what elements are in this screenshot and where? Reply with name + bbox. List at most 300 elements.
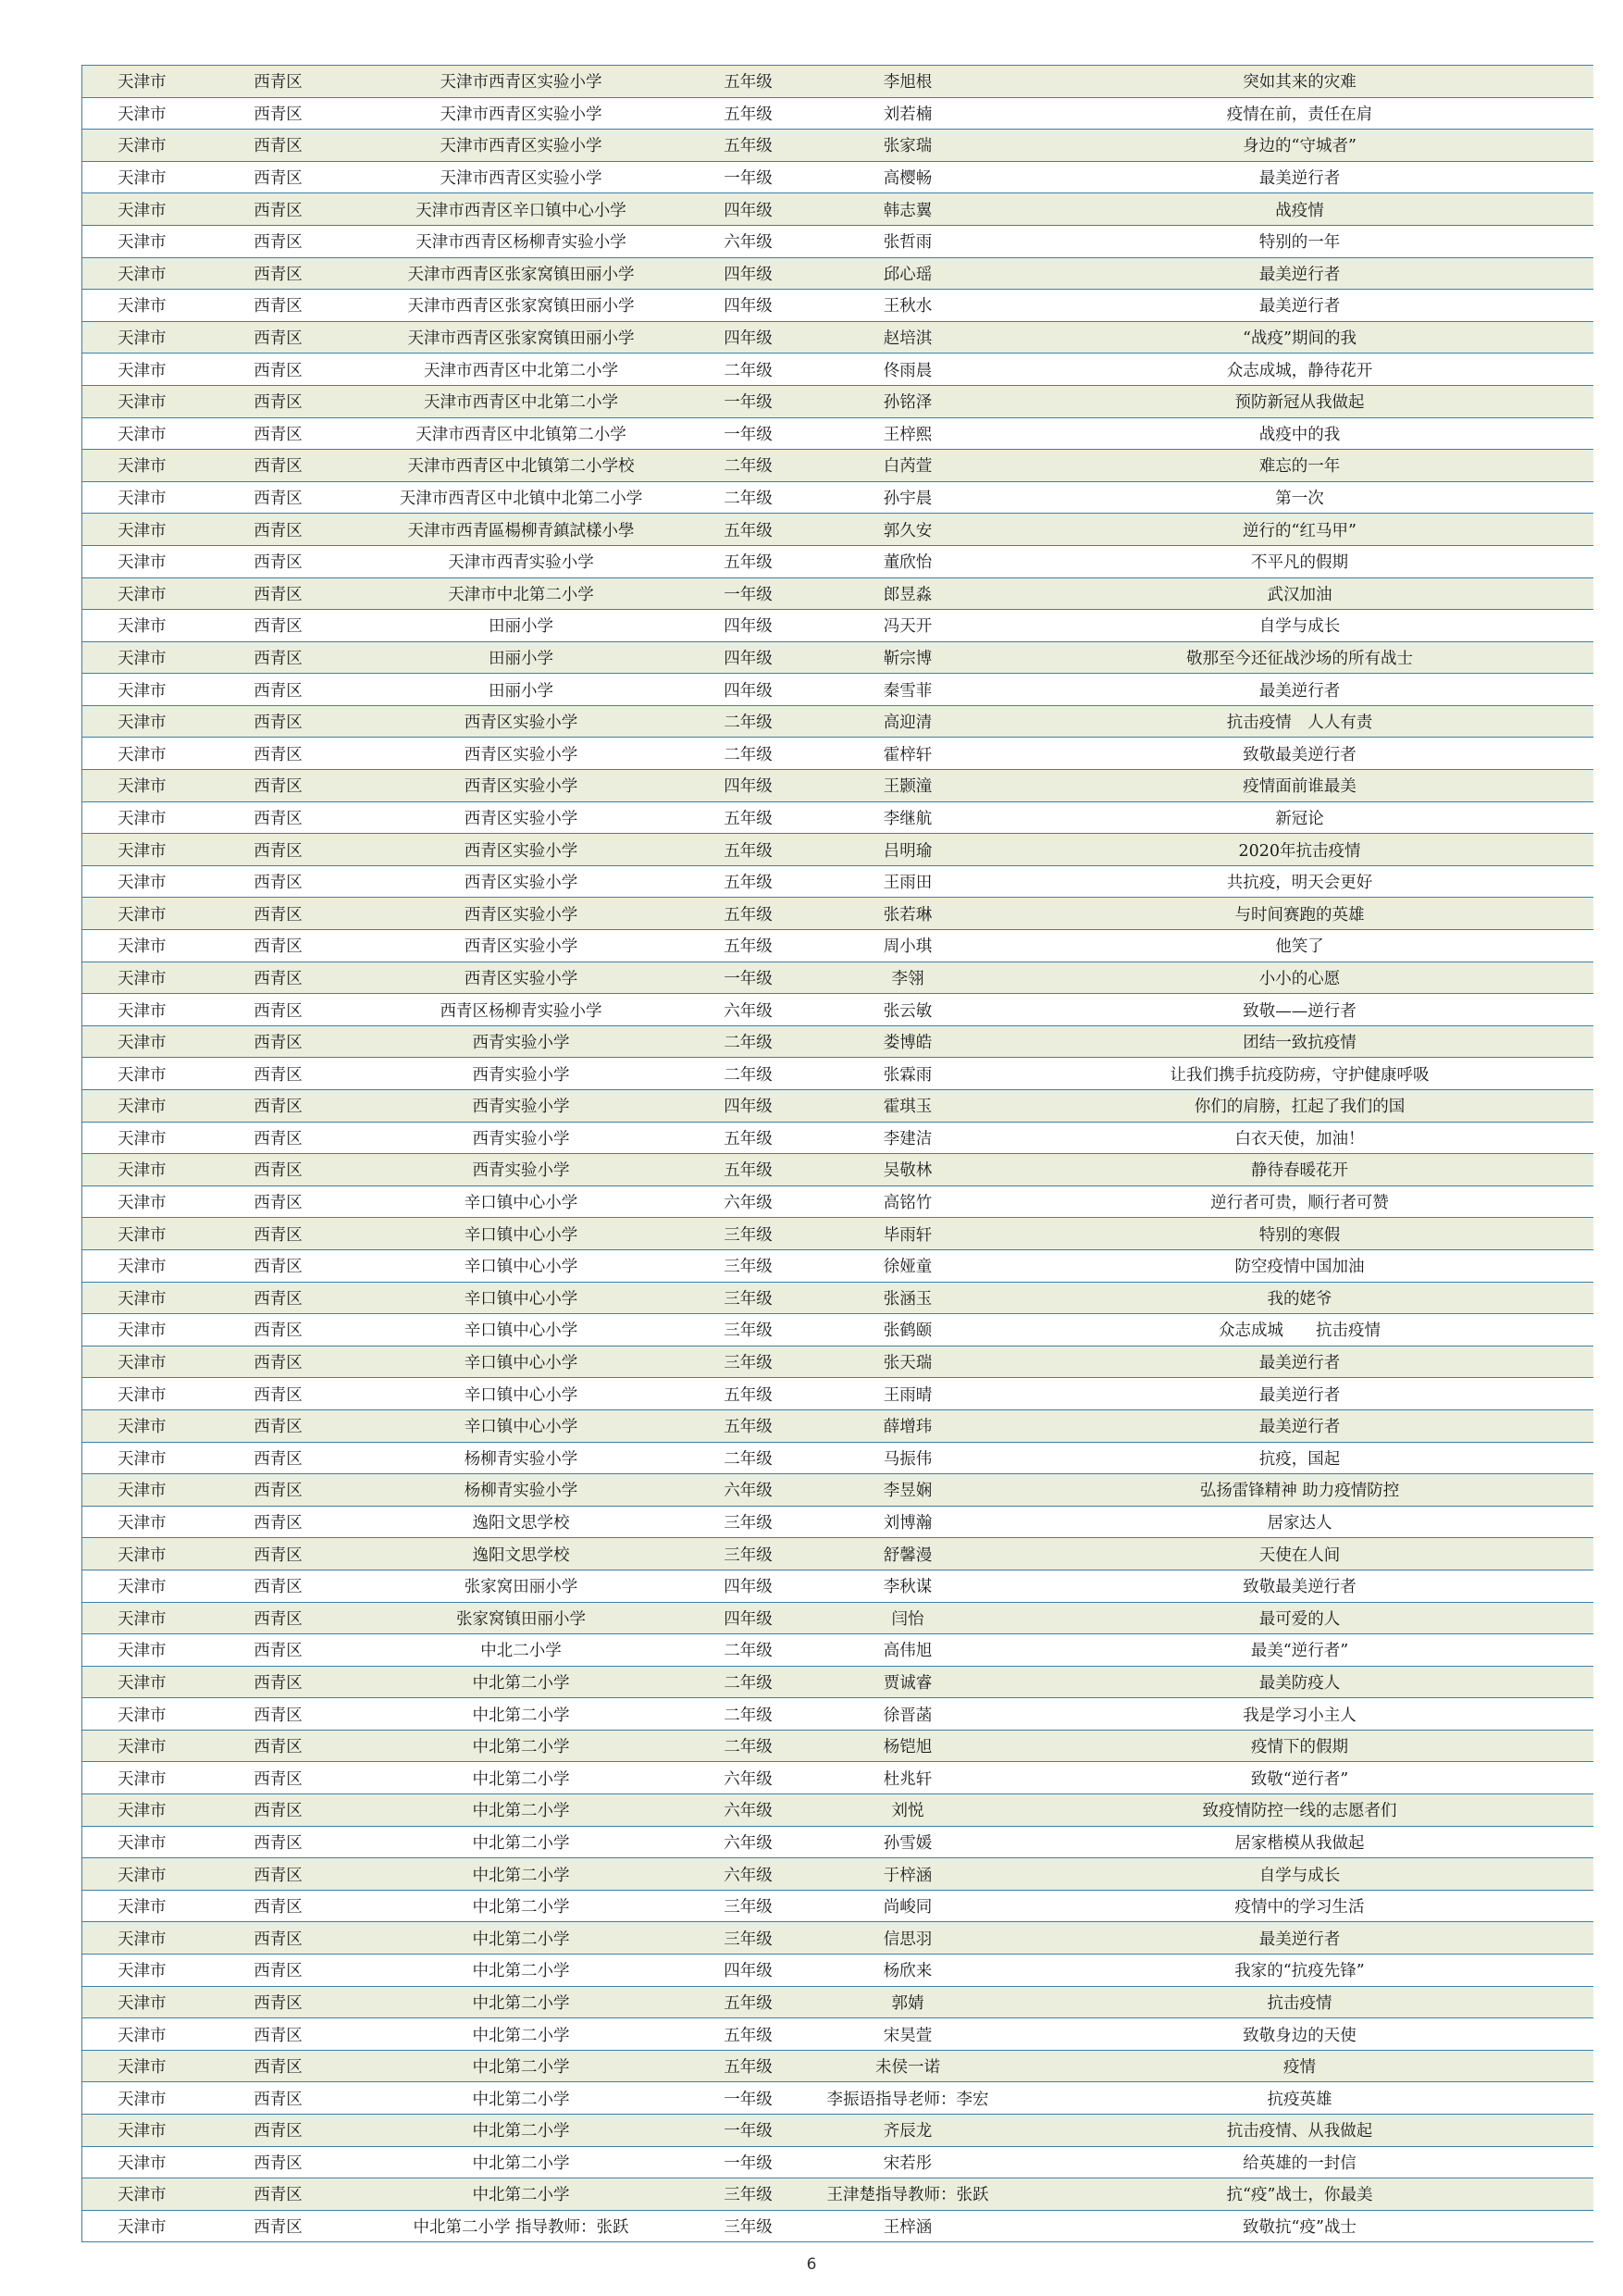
student-name-cell: 董欣怡 — [810, 545, 1007, 577]
essay-title-cell: 最美逆行者 — [1007, 257, 1593, 290]
essay-title-cell: 疫情面前谁最美 — [1007, 770, 1593, 802]
page-number: 6 — [806, 2255, 817, 2274]
district-cell: 西青区 — [202, 450, 355, 482]
grade-cell: 一年级 — [688, 417, 810, 450]
essay-title-cell: 致敬——逆行者 — [1007, 994, 1593, 1026]
school-cell: 辛口镇中心小学 — [355, 1282, 688, 1314]
district-cell: 西青区 — [202, 674, 355, 706]
district-cell: 西青区 — [202, 1378, 355, 1410]
district-cell: 西青区 — [202, 481, 355, 514]
city-cell: 天津市 — [82, 1314, 202, 1347]
grade-cell: 四年级 — [688, 1602, 810, 1634]
grade-cell: 四年级 — [688, 641, 810, 674]
school-cell: 西青区实验小学 — [355, 865, 688, 898]
student-name-cell: 李翎 — [810, 962, 1007, 994]
city-cell: 天津市 — [82, 417, 202, 450]
student-name-cell: 孙铭泽 — [810, 385, 1007, 417]
district-cell: 西青区 — [202, 738, 355, 770]
student-name-cell: 孙宇晨 — [810, 481, 1007, 514]
district-cell: 西青区 — [202, 1666, 355, 1698]
district-cell: 西青区 — [202, 1090, 355, 1123]
essay-title-cell: 最美逆行者 — [1007, 1346, 1593, 1378]
grade-cell: 一年级 — [688, 962, 810, 994]
district-cell: 西青区 — [202, 225, 355, 257]
city-cell: 天津市 — [82, 1409, 202, 1442]
essay-title-cell: 武汉加油 — [1007, 577, 1593, 610]
student-name-cell: 张家瑞 — [810, 130, 1007, 162]
essay-title-cell: 不平凡的假期 — [1007, 545, 1593, 577]
table-row — [82, 481, 1593, 514]
grade-cell: 五年级 — [688, 834, 810, 866]
school-cell: 西青区杨柳青实验小学 — [355, 994, 688, 1026]
school-cell: 中北第二小学 — [355, 2082, 688, 2115]
essay-title-cell: 与时间赛跑的英雄 — [1007, 898, 1593, 930]
district-cell: 西青区 — [202, 2050, 355, 2082]
district-cell: 西青区 — [202, 770, 355, 802]
school-cell: 西青实验小学 — [355, 1122, 688, 1154]
school-cell: 辛口镇中心小学 — [355, 1409, 688, 1442]
essay-title-cell: 团结一致抗疫情 — [1007, 1025, 1593, 1058]
school-cell: 中北第二小学 — [355, 1986, 688, 2018]
grade-cell: 二年级 — [688, 1698, 810, 1731]
table-row — [82, 962, 1593, 994]
student-name-cell: 刘若楠 — [810, 97, 1007, 130]
school-cell: 中北第二小学 — [355, 2115, 688, 2147]
school-cell: 天津市西青区张家窝镇田丽小学 — [355, 321, 688, 354]
student-name-cell: 李振语指导老师：李宏 — [810, 2082, 1007, 2115]
district-cell: 西青区 — [202, 2210, 355, 2242]
grade-cell: 四年级 — [688, 674, 810, 706]
student-name-cell: 张霖雨 — [810, 1058, 1007, 1090]
table-row — [82, 834, 1593, 866]
district-cell: 西青区 — [202, 1346, 355, 1378]
table-row — [82, 161, 1593, 193]
school-cell: 辛口镇中心小学 — [355, 1314, 688, 1347]
table-row — [82, 610, 1593, 642]
school-cell: 西青区实验小学 — [355, 962, 688, 994]
district-cell: 西青区 — [202, 1538, 355, 1570]
school-cell: 中北第二小学 — [355, 1955, 688, 1987]
school-cell: 西青区实验小学 — [355, 770, 688, 802]
city-cell: 天津市 — [82, 801, 202, 834]
student-name-cell: 王雨田 — [810, 865, 1007, 898]
district-cell: 西青区 — [202, 1794, 355, 1827]
district-cell: 西青区 — [202, 1922, 355, 1955]
table-row — [82, 130, 1593, 162]
district-cell: 西青区 — [202, 1634, 355, 1667]
city-cell: 天津市 — [82, 1858, 202, 1891]
city-cell: 天津市 — [82, 2115, 202, 2147]
district-cell: 西青区 — [202, 161, 355, 193]
city-cell: 天津市 — [82, 1538, 202, 1570]
table-row — [82, 193, 1593, 226]
school-cell: 天津市西青区杨柳青实验小学 — [355, 225, 688, 257]
student-name-cell: 王雨晴 — [810, 1378, 1007, 1410]
essay-title-cell: 我是学习小主人 — [1007, 1698, 1593, 1731]
essay-title-cell: 最可爱的人 — [1007, 1602, 1593, 1634]
district-cell: 西青区 — [202, 2082, 355, 2115]
essay-title-cell: 天使在人间 — [1007, 1538, 1593, 1570]
district-cell: 西青区 — [202, 257, 355, 290]
essay-title-cell: 小小的心愿 — [1007, 962, 1593, 994]
city-cell: 天津市 — [82, 2210, 202, 2242]
essay-title-cell: 抗疫，国起 — [1007, 1442, 1593, 1474]
school-cell: 中北第二小学 — [355, 1794, 688, 1827]
school-cell: 西青区实验小学 — [355, 705, 688, 738]
city-cell: 天津市 — [82, 1666, 202, 1698]
student-name-cell: 张若琳 — [810, 898, 1007, 930]
table-row — [82, 1858, 1593, 1891]
district-cell: 西青区 — [202, 1154, 355, 1186]
grade-cell: 二年级 — [688, 1442, 810, 1474]
essay-title-cell: 他笑了 — [1007, 930, 1593, 962]
table-row — [82, 1058, 1593, 1090]
school-cell: 张家窝田丽小学 — [355, 1570, 688, 1602]
city-cell: 天津市 — [82, 705, 202, 738]
city-cell: 天津市 — [82, 225, 202, 257]
city-cell: 天津市 — [82, 161, 202, 193]
student-name-cell: 徐晋菡 — [810, 1698, 1007, 1731]
student-name-cell: 霍梓轩 — [810, 738, 1007, 770]
grade-cell: 四年级 — [688, 1955, 810, 1987]
school-cell: 天津市西青区张家窝镇田丽小学 — [355, 257, 688, 290]
table-row — [82, 2178, 1593, 2211]
student-name-cell: 李秋谋 — [810, 1570, 1007, 1602]
essay-title-cell: 给英雄的一封信 — [1007, 2146, 1593, 2178]
district-cell: 西青区 — [202, 2115, 355, 2147]
table-row — [82, 2018, 1593, 2051]
city-cell: 天津市 — [82, 1249, 202, 1282]
school-cell: 逸阳文思学校 — [355, 1506, 688, 1538]
student-name-cell: 高铭竹 — [810, 1185, 1007, 1218]
district-cell: 西青区 — [202, 930, 355, 962]
school-cell: 中北第二小学 — [355, 1826, 688, 1858]
grade-cell: 四年级 — [688, 1090, 810, 1123]
school-cell: 中北第二小学 — [355, 1762, 688, 1794]
district-cell: 西青区 — [202, 834, 355, 866]
student-name-cell: 毕雨轩 — [810, 1218, 1007, 1250]
school-cell: 天津市西青实验小学 — [355, 545, 688, 577]
district-cell: 西青区 — [202, 514, 355, 546]
grade-cell: 三年级 — [688, 1218, 810, 1250]
school-cell: 西青实验小学 — [355, 1154, 688, 1186]
student-name-cell: 吕明瑜 — [810, 834, 1007, 866]
city-cell: 天津市 — [82, 1378, 202, 1410]
table-row — [82, 2050, 1593, 2082]
student-name-cell: 杨欣来 — [810, 1955, 1007, 1987]
city-cell: 天津市 — [82, 1154, 202, 1186]
district-cell: 西青区 — [202, 1826, 355, 1858]
table-row — [82, 225, 1593, 257]
city-cell: 天津市 — [82, 1602, 202, 1634]
table-row — [82, 1570, 1593, 1602]
essay-title-cell: 敬那至今还征战沙场的所有战士 — [1007, 641, 1593, 674]
grade-cell: 六年级 — [688, 1185, 810, 1218]
school-cell: 中北第二小学 — [355, 1730, 688, 1762]
grade-cell: 五年级 — [688, 545, 810, 577]
essay-title-cell: 共抗疫，明天会更好 — [1007, 865, 1593, 898]
student-name-cell: 张鹤颐 — [810, 1314, 1007, 1347]
district-cell: 西青区 — [202, 290, 355, 322]
school-cell: 中北第二小学 — [355, 1890, 688, 1922]
student-name-cell: 赵培淇 — [810, 321, 1007, 354]
city-cell: 天津市 — [82, 354, 202, 386]
city-cell: 天津市 — [82, 2018, 202, 2051]
district-cell: 西青区 — [202, 865, 355, 898]
grade-cell: 四年级 — [688, 1570, 810, 1602]
grade-cell: 四年级 — [688, 193, 810, 226]
essay-title-cell: 最美逆行者 — [1007, 161, 1593, 193]
student-name-cell: 刘博瀚 — [810, 1506, 1007, 1538]
grade-cell: 三年级 — [688, 1506, 810, 1538]
district-cell: 西青区 — [202, 1762, 355, 1794]
table-row — [82, 545, 1593, 577]
district-cell: 西青区 — [202, 417, 355, 450]
school-cell: 西青区实验小学 — [355, 898, 688, 930]
district-cell: 西青区 — [202, 1249, 355, 1282]
district-cell: 西青区 — [202, 1314, 355, 1347]
table-row — [82, 257, 1593, 290]
district-cell: 西青区 — [202, 577, 355, 610]
table-row — [82, 1666, 1593, 1698]
district-cell: 西青区 — [202, 545, 355, 577]
student-name-cell: 王梓涵 — [810, 2210, 1007, 2242]
essay-title-cell: 我家的“抗疫先锋” — [1007, 1955, 1593, 1987]
city-cell: 天津市 — [82, 97, 202, 130]
student-name-cell: 闫怡 — [810, 1602, 1007, 1634]
table-row — [82, 1442, 1593, 1474]
student-name-cell: 秦雪菲 — [810, 674, 1007, 706]
grade-cell: 三年级 — [688, 2178, 810, 2211]
grade-cell: 二年级 — [688, 481, 810, 514]
essay-title-cell: 逆行的“红马甲” — [1007, 514, 1593, 546]
school-cell: 田丽小学 — [355, 674, 688, 706]
student-name-cell: 冯天开 — [810, 610, 1007, 642]
school-cell: 中北第二小学 — [355, 1666, 688, 1698]
table-row — [82, 801, 1593, 834]
essay-title-cell: 抗“疫”战士，你最美 — [1007, 2178, 1593, 2211]
city-cell: 天津市 — [82, 1442, 202, 1474]
table-row — [82, 1506, 1593, 1538]
district-cell: 西青区 — [202, 1570, 355, 1602]
city-cell: 天津市 — [82, 577, 202, 610]
student-name-cell: 韩志翼 — [810, 193, 1007, 226]
student-name-cell: 张涵玉 — [810, 1282, 1007, 1314]
city-cell: 天津市 — [82, 66, 202, 98]
table-row — [82, 930, 1593, 962]
city-cell: 天津市 — [82, 1794, 202, 1827]
student-name-cell: 刘悦 — [810, 1794, 1007, 1827]
school-cell: 天津市西青区张家窝镇田丽小学 — [355, 290, 688, 322]
table-row — [82, 577, 1593, 610]
table-row — [82, 2115, 1593, 2147]
table-row — [82, 417, 1593, 450]
essay-title-cell: 难忘的一年 — [1007, 450, 1593, 482]
student-name-cell: 郭婧 — [810, 1986, 1007, 2018]
grade-cell: 五年级 — [688, 2050, 810, 2082]
grade-cell: 一年级 — [688, 2146, 810, 2178]
city-cell: 天津市 — [82, 2082, 202, 2115]
district-cell: 西青区 — [202, 1282, 355, 1314]
table-row — [82, 641, 1593, 674]
table-row — [82, 1538, 1593, 1570]
table-row — [82, 1698, 1593, 1731]
student-name-cell: 李建洁 — [810, 1122, 1007, 1154]
school-cell: 西青区实验小学 — [355, 801, 688, 834]
city-cell: 天津市 — [82, 994, 202, 1026]
student-name-cell: 娄博皓 — [810, 1025, 1007, 1058]
grade-cell: 二年级 — [688, 1025, 810, 1058]
table-row — [82, 898, 1593, 930]
table-row — [82, 1409, 1593, 1442]
essay-title-cell: 众志成城 抗击疫情 — [1007, 1314, 1593, 1347]
school-cell: 天津市西青區楊柳青鎮試樣小學 — [355, 514, 688, 546]
school-cell: 天津市西青区实验小学 — [355, 97, 688, 130]
student-name-cell: 高樱畅 — [810, 161, 1007, 193]
district-cell: 西青区 — [202, 1218, 355, 1250]
grade-cell: 六年级 — [688, 225, 810, 257]
grade-cell: 三年级 — [688, 1249, 810, 1282]
school-cell: 西青实验小学 — [355, 1058, 688, 1090]
district-cell: 西青区 — [202, 1986, 355, 2018]
table-row — [82, 994, 1593, 1026]
essay-title-cell: 第一次 — [1007, 481, 1593, 514]
table-row — [82, 1794, 1593, 1827]
city-cell: 天津市 — [82, 1506, 202, 1538]
essay-title-cell: 致敬抗“疫”战士 — [1007, 2210, 1593, 2242]
essay-title-cell: 自学与成长 — [1007, 610, 1593, 642]
grade-cell: 一年级 — [688, 577, 810, 610]
table-row — [82, 354, 1593, 386]
table-row — [82, 1602, 1593, 1634]
school-cell: 田丽小学 — [355, 641, 688, 674]
city-cell: 天津市 — [82, 674, 202, 706]
essay-title-cell: 疫情中的学习生活 — [1007, 1890, 1593, 1922]
essay-title-cell: 致敬最美逆行者 — [1007, 1570, 1593, 1602]
district-cell: 西青区 — [202, 2146, 355, 2178]
district-cell: 西青区 — [202, 385, 355, 417]
school-cell: 辛口镇中心小学 — [355, 1346, 688, 1378]
student-name-cell: 李旭根 — [810, 66, 1007, 98]
grade-cell: 一年级 — [688, 161, 810, 193]
student-name-cell: 白芮萱 — [810, 450, 1007, 482]
district-cell: 西青区 — [202, 1025, 355, 1058]
district-cell: 西青区 — [202, 66, 355, 98]
table-row — [82, 1922, 1593, 1955]
table-row — [82, 290, 1593, 322]
grade-cell: 五年级 — [688, 1986, 810, 2018]
student-name-cell: 贾诚睿 — [810, 1666, 1007, 1698]
grade-cell: 三年级 — [688, 1346, 810, 1378]
table-row — [82, 865, 1593, 898]
school-cell: 辛口镇中心小学 — [355, 1378, 688, 1410]
grade-cell: 六年级 — [688, 1858, 810, 1891]
school-cell: 中北第二小学 — [355, 2178, 688, 2211]
district-cell: 西青区 — [202, 2178, 355, 2211]
school-cell: 中北第二小学 — [355, 2146, 688, 2178]
city-cell: 天津市 — [82, 545, 202, 577]
essay-title-cell: 众志成城，静待花开 — [1007, 354, 1593, 386]
grade-cell: 一年级 — [688, 2115, 810, 2147]
grade-cell: 四年级 — [688, 610, 810, 642]
essay-title-cell: 我的姥爷 — [1007, 1282, 1593, 1314]
table-row — [82, 770, 1593, 802]
school-cell: 中北第二小学 — [355, 1858, 688, 1891]
essay-title-cell: 最美逆行者 — [1007, 1378, 1593, 1410]
table-row — [82, 1090, 1593, 1123]
grade-cell: 二年级 — [688, 738, 810, 770]
grade-cell: 五年级 — [688, 2018, 810, 2051]
student-name-cell: 邱心瑶 — [810, 257, 1007, 290]
student-name-cell: 宋若彤 — [810, 2146, 1007, 2178]
grade-cell: 二年级 — [688, 1634, 810, 1667]
school-cell: 天津市西青区中北镇中北第二小学 — [355, 481, 688, 514]
grade-cell: 五年级 — [688, 66, 810, 98]
essay-title-cell: 最美“逆行者” — [1007, 1634, 1593, 1667]
table-row — [82, 97, 1593, 130]
student-name-cell: 宋昊萱 — [810, 2018, 1007, 2051]
table-row — [82, 2210, 1593, 2242]
district-cell: 西青区 — [202, 1955, 355, 1987]
table-row — [82, 2082, 1593, 2115]
grade-cell: 五年级 — [688, 1122, 810, 1154]
school-cell: 天津市西青区中北第二小学 — [355, 385, 688, 417]
essay-title-cell: 最美逆行者 — [1007, 674, 1593, 706]
student-name-cell: 张云敏 — [810, 994, 1007, 1026]
city-cell: 天津市 — [82, 257, 202, 290]
city-cell: 天津市 — [82, 321, 202, 354]
essay-title-cell: 你们的肩膀，扛起了我们的国 — [1007, 1090, 1593, 1123]
table-row — [82, 738, 1593, 770]
table-row — [82, 1955, 1593, 1987]
essay-title-cell: 逆行者可贵，顺行者可赞 — [1007, 1185, 1593, 1218]
table-row — [82, 674, 1593, 706]
city-cell: 天津市 — [82, 1025, 202, 1058]
grade-cell: 四年级 — [688, 770, 810, 802]
district-cell: 西青区 — [202, 1858, 355, 1891]
city-cell: 天津市 — [82, 1346, 202, 1378]
essay-title-cell: 防空疫情中国加油 — [1007, 1249, 1593, 1282]
student-name-cell: 郎昱淼 — [810, 577, 1007, 610]
student-name-cell: 齐辰龙 — [810, 2115, 1007, 2147]
table-row — [82, 1025, 1593, 1058]
essay-title-cell: 特别的寒假 — [1007, 1218, 1593, 1250]
grade-cell: 五年级 — [688, 930, 810, 962]
student-name-cell: 信思羽 — [810, 1922, 1007, 1955]
city-cell: 天津市 — [82, 1634, 202, 1667]
school-cell: 天津市西青区中北镇第二小学 — [355, 417, 688, 450]
school-cell: 张家窝镇田丽小学 — [355, 1602, 688, 1634]
essay-title-cell: 疫情下的假期 — [1007, 1730, 1593, 1762]
district-cell: 西青区 — [202, 1890, 355, 1922]
school-cell: 天津市西青区中北镇第二小学校 — [355, 450, 688, 482]
student-name-cell: 靳宗博 — [810, 641, 1007, 674]
school-cell: 西青实验小学 — [355, 1090, 688, 1123]
city-cell: 天津市 — [82, 1698, 202, 1731]
entries-table-body — [82, 66, 1593, 2242]
school-cell: 辛口镇中心小学 — [355, 1218, 688, 1250]
grade-cell: 五年级 — [688, 514, 810, 546]
essay-title-cell: 致敬身边的天使 — [1007, 2018, 1593, 2051]
district-cell: 西青区 — [202, 1185, 355, 1218]
essay-title-cell: 居家达人 — [1007, 1506, 1593, 1538]
grade-cell: 二年级 — [688, 705, 810, 738]
table-row — [82, 1282, 1593, 1314]
school-cell: 天津市西青区中北第二小学 — [355, 354, 688, 386]
school-cell: 中北第二小学 — [355, 2018, 688, 2051]
district-cell: 西青区 — [202, 705, 355, 738]
city-cell: 天津市 — [82, 1058, 202, 1090]
